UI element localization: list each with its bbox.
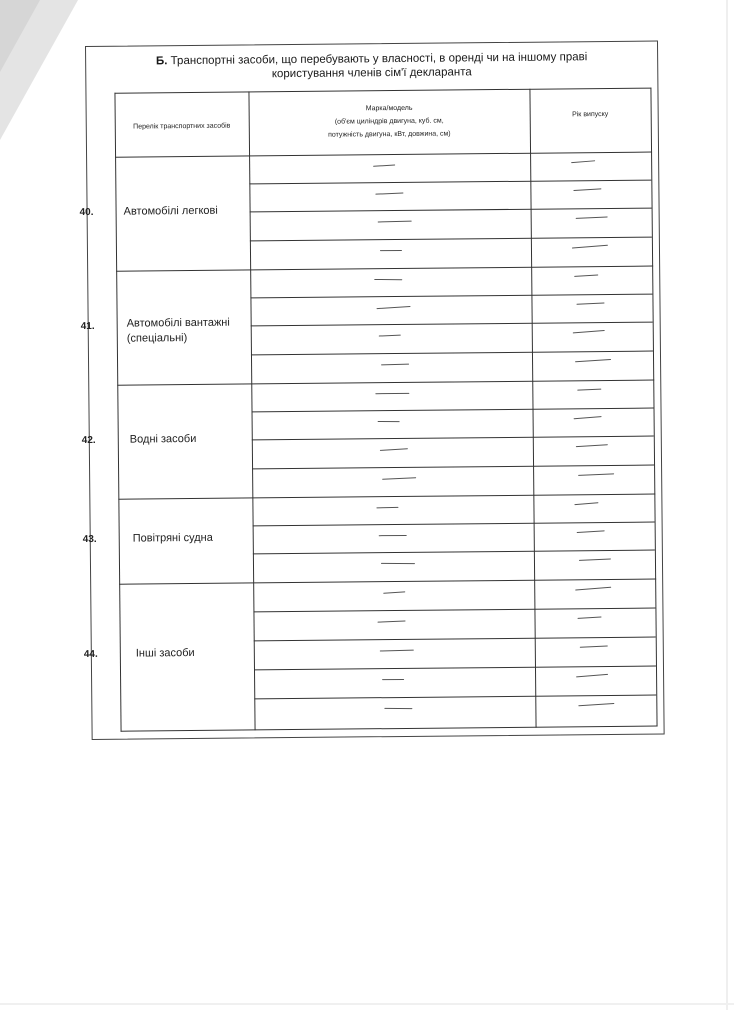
model-dash-mark <box>377 306 411 309</box>
model-dash-mark <box>382 477 416 480</box>
row-label: Повітряні судна <box>132 531 213 545</box>
year-dash-mark <box>576 444 608 447</box>
model-dash-mark <box>383 591 405 593</box>
row-label: Водні засоби <box>129 432 197 446</box>
row-label <box>127 316 230 347</box>
year-dash-mark <box>577 389 601 391</box>
model-dash-mark <box>375 192 403 194</box>
year-dash-mark <box>577 530 605 533</box>
year-dash-mark <box>575 587 611 591</box>
year-dash-mark <box>572 245 608 249</box>
sub-row-divider <box>251 351 653 356</box>
year-dash-mark <box>573 188 601 191</box>
section-title <box>86 50 657 83</box>
sub-row-divider <box>250 208 652 213</box>
sub-row-divider <box>254 637 656 642</box>
header-model-line1: Марка/модель <box>365 104 413 113</box>
model-dash-mark <box>380 250 402 251</box>
model-dash-mark <box>373 164 395 166</box>
model-dash-mark <box>378 221 412 223</box>
year-dash-mark <box>571 160 595 163</box>
model-dash-mark <box>375 393 409 394</box>
model-dash-mark <box>379 335 401 337</box>
year-dash-mark <box>573 330 605 334</box>
year-dash-mark <box>578 703 614 706</box>
year-dash-mark <box>575 359 611 362</box>
year-dash-mark <box>576 674 608 678</box>
sub-row-divider <box>253 522 655 527</box>
row-number: 42. <box>81 434 96 447</box>
group-divider <box>116 266 653 272</box>
group-divider <box>118 494 655 500</box>
row-number: 40. <box>79 206 94 219</box>
year-dash-mark <box>574 274 598 276</box>
model-dash-mark <box>374 279 402 280</box>
header-bottom-border <box>115 152 652 158</box>
row-label-line1: Автомобілі вантажні <box>126 316 230 330</box>
row-number: 41. <box>80 320 95 333</box>
header-model-line2: (об'єм циліндрів двигуна, куб. см, <box>334 117 444 126</box>
header-list: Перелік транспортних засобів <box>133 122 231 131</box>
year-dash-mark <box>574 502 598 505</box>
vehicles-table <box>79 88 657 732</box>
sub-row-divider <box>254 666 656 671</box>
sub-row-divider <box>251 322 653 327</box>
sub-row-divider <box>250 294 652 299</box>
row-number: 44. <box>83 648 98 661</box>
sub-row-divider <box>249 180 651 185</box>
model-dash-mark <box>376 507 398 509</box>
sub-row-divider <box>252 436 654 441</box>
section-title-line2: користування членів сім'ї декларанта <box>271 66 472 81</box>
year-dash-mark <box>580 646 608 648</box>
model-dash-mark <box>384 708 412 709</box>
model-dash-mark <box>381 563 415 564</box>
sub-row-divider <box>254 695 656 700</box>
sub-row-divider <box>253 608 655 613</box>
model-dash-mark <box>381 364 409 366</box>
header-model <box>249 101 530 143</box>
model-dash-mark <box>378 620 406 622</box>
table-bottom-border <box>121 726 658 732</box>
group-divider <box>119 579 656 585</box>
section-prefix: Б. <box>155 55 168 68</box>
model-dash-mark <box>382 679 404 680</box>
header-year: Рік випуску <box>572 110 609 119</box>
header-model-line3: потужність двигуна, кВт, довжина, см) <box>328 130 451 139</box>
sub-row-divider <box>253 550 655 555</box>
model-dash-mark <box>379 535 407 536</box>
year-dash-mark <box>578 616 602 618</box>
row-label: Автомобілі легкові <box>123 204 218 218</box>
year-dash-mark <box>576 303 604 305</box>
year-dash-mark <box>574 416 602 419</box>
year-dash-mark <box>576 216 608 218</box>
year-dash-mark <box>578 473 614 476</box>
row-label: Інші засоби <box>135 646 195 660</box>
model-dash-mark <box>378 421 400 422</box>
model-dash-mark <box>380 650 414 652</box>
table-top-border <box>114 88 651 94</box>
group-divider <box>117 380 654 386</box>
section-title-line1: Транспортні засоби, що перебувають у власності, в оренді чи на іншому праві <box>170 51 588 68</box>
sub-row-divider <box>252 465 654 470</box>
table-left-border <box>114 93 121 732</box>
year-dash-mark <box>579 558 611 560</box>
row-number: 43. <box>82 533 97 546</box>
row-label-line2: (спеціальні) <box>126 332 188 345</box>
declaration-section-frame <box>79 40 665 739</box>
sub-row-divider <box>252 408 654 413</box>
model-dash-mark <box>380 448 408 451</box>
sub-row-divider <box>250 237 652 242</box>
